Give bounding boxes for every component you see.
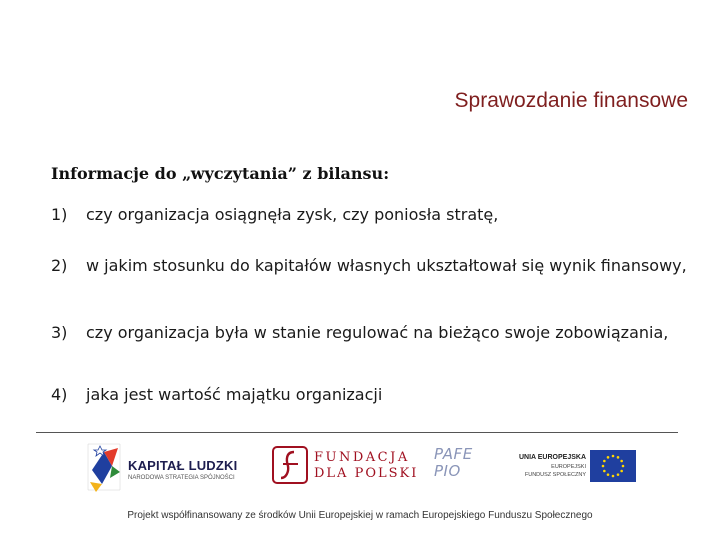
kapital-ludzki-tagline: NARODOWA STRATEGIA SPÓJNOŚCI <box>128 475 235 481</box>
pafpio-line1: PAFE <box>434 445 473 463</box>
list-item-text: czy organizacja była w stanie regulować na bieżąco swoje zobowiązania, <box>86 323 669 342</box>
list-item <box>51 324 668 342</box>
eu-flag-icon <box>590 450 636 482</box>
kapital-ludzki-mark-icon <box>84 440 124 494</box>
list-item-number: 2) <box>51 256 68 275</box>
list-item <box>51 257 687 275</box>
eu-star-icon <box>607 456 610 459</box>
fundacja-dla-polski-logo <box>272 446 419 486</box>
list-item-number: 4) <box>51 385 68 404</box>
eu-star-icon <box>620 460 623 463</box>
eu-star-icon <box>603 470 606 473</box>
slide-title: Sprawozdanie finansowe <box>454 89 688 112</box>
eu-star-icon <box>622 465 625 468</box>
eu-star-icon <box>612 455 615 458</box>
eu-star-icon <box>612 475 615 478</box>
eu-fund-line2: FUNDUSZ SPOŁECZNY <box>524 472 586 478</box>
divider <box>36 432 678 433</box>
list-item-text: jaka jest wartość majątku organizacji <box>86 385 383 404</box>
list-item-text: czy organizacja osiągnęła zysk, czy poniosła stratę, <box>86 205 499 224</box>
eu-star-icon <box>602 465 605 468</box>
fundacja-name-line1: FUNDACJA <box>314 450 410 465</box>
eu-name: UNIA EUROPEJSKA <box>518 454 586 461</box>
eu-logo <box>506 448 636 488</box>
list-item-number: 3) <box>51 323 68 342</box>
list-item <box>51 386 382 404</box>
list-item-text: w jakim stosunku do kapitałów własnych ukształtował się wynik finansowy, <box>86 256 687 275</box>
subheading: Informacje do „wyczytania” z bilansu: <box>51 164 390 183</box>
eu-star-icon <box>607 473 610 476</box>
eu-star-icon <box>620 470 623 473</box>
pafpio-line2: PIO <box>434 462 461 480</box>
fundacja-mark-icon <box>272 446 308 484</box>
eu-star-icon <box>617 473 620 476</box>
eu-star-icon <box>603 460 606 463</box>
fundacja-name-line2: DLA POLSKI <box>314 466 419 481</box>
pafpio-logo <box>434 446 484 486</box>
eu-fund-line1: EUROPEJSKI <box>551 464 586 470</box>
list-item <box>51 206 498 224</box>
footer-text: Projekt współfinansowany ze środków Unii Europejskiej w ramach Europejskiego Funduszu Społecznego <box>127 510 593 521</box>
eu-star-icon <box>617 456 620 459</box>
kapital-ludzki-logo <box>84 438 252 498</box>
kapital-ludzki-name: KAPITAŁ LUDZKI <box>128 458 238 473</box>
list-item-number: 1) <box>51 205 68 224</box>
